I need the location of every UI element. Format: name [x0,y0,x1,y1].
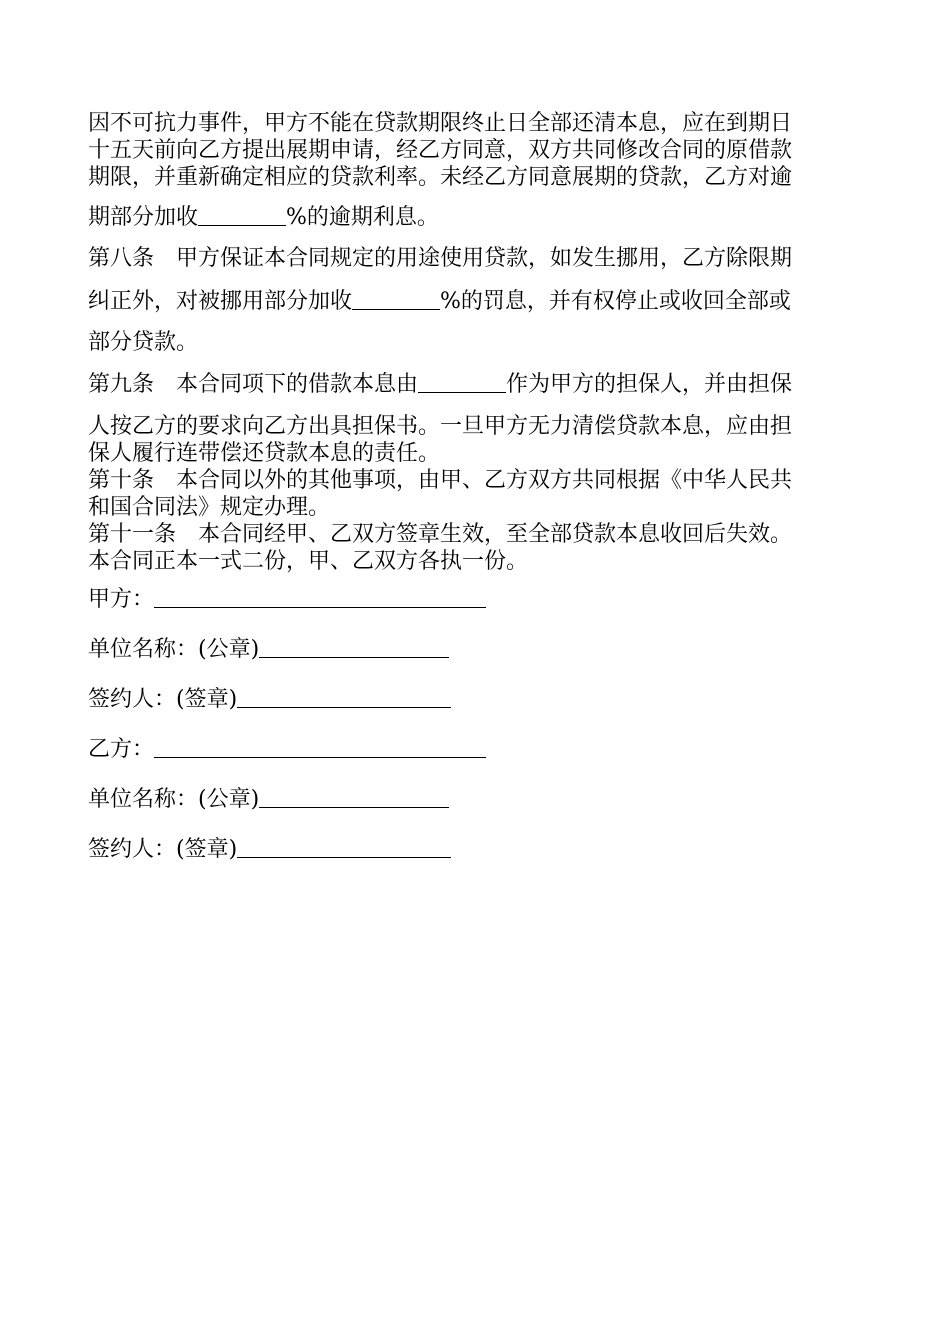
penalty-rate-blank[interactable] [352,289,440,310]
party-b-signer-label: 签约人：(签章) [88,837,238,862]
overdue-rate-blank[interactable] [198,205,286,226]
party-b-unit-label: 单位名称：(公章) [88,787,260,812]
text-segment: 期部分加收 [88,205,199,230]
party-b-label: 乙方： [88,737,155,762]
text-line: 期限，并重新确定相应的贷款利率。未经乙方同意展期的贷款，乙方对逾 [88,165,793,190]
text-line [88,370,868,398]
party-a-signer-blank[interactable] [237,687,451,708]
article-8-paragraph [88,245,868,356]
text-line: 第八条 甲方保证本合同规定的用途使用贷款，如发生挪用，乙方除限期 [88,246,793,271]
party-b-blank[interactable] [154,737,486,758]
text-line: 部分贷款。 [88,330,199,355]
text-line: 保人履行连带偿还贷款本息的责任。 [88,441,441,466]
overdue-interest-paragraph [88,110,868,231]
party-b-signer-blank[interactable] [237,837,451,858]
party-a-unit-label: 单位名称：(公章) [88,637,260,662]
text-segment: 纠正外，对被挪用部分加收 [88,289,353,314]
guarantor-blank[interactable] [418,372,506,393]
text-line: 第十条 本合同以外的其他事项，由甲、乙方双方共同根据《中华人民共 [88,468,793,493]
party-b-signer-row [88,835,868,862]
text-line [88,203,868,231]
text-line: 和国合同法》规定办理。 [88,495,331,520]
signature-block [88,585,868,862]
text-segment: %的逾期利息。 [286,205,439,230]
text-segment: 第九条 本合同项下的借款本息由 [88,372,419,397]
party-a-unit-row [88,635,868,662]
party-b-unit-blank[interactable] [259,787,449,808]
party-b-unit-row [88,785,868,812]
contract-page [88,110,868,885]
party-a-signer-row [88,685,868,712]
party-a-blank[interactable] [154,587,486,608]
party-b-row [88,735,868,762]
text-line: 十五天前向乙方提出展期申请，经乙方同意，双方共同修改合同的原借款 [88,138,793,163]
party-a-row [88,585,868,612]
party-a-unit-blank[interactable] [259,637,449,658]
text-segment: 作为甲方的担保人，并由担保 [506,372,793,397]
party-a-signer-label: 签约人：(签章) [88,687,238,712]
text-line: 本合同正本一式二份，甲、乙双方各执一份。 [88,549,529,574]
text-line: 人按乙方的要求向乙方出具担保书。一旦甲方无力清偿贷款本息，应由担 [88,414,793,439]
text-line: 第十一条 本合同经甲、乙双方签章生效，至全部贷款本息收回后失效。 [88,522,793,547]
article-11-paragraph [88,521,868,575]
text-segment: %的罚息，并有权停止或收回全部或 [440,289,791,314]
text-line: 因不可抗力事件，甲方不能在贷款期限终止日全部还清本息，应在到期日 [88,111,793,136]
text-line [88,287,868,315]
party-a-label: 甲方： [88,587,155,612]
article-10-paragraph [88,467,868,521]
article-9-paragraph [88,370,868,467]
